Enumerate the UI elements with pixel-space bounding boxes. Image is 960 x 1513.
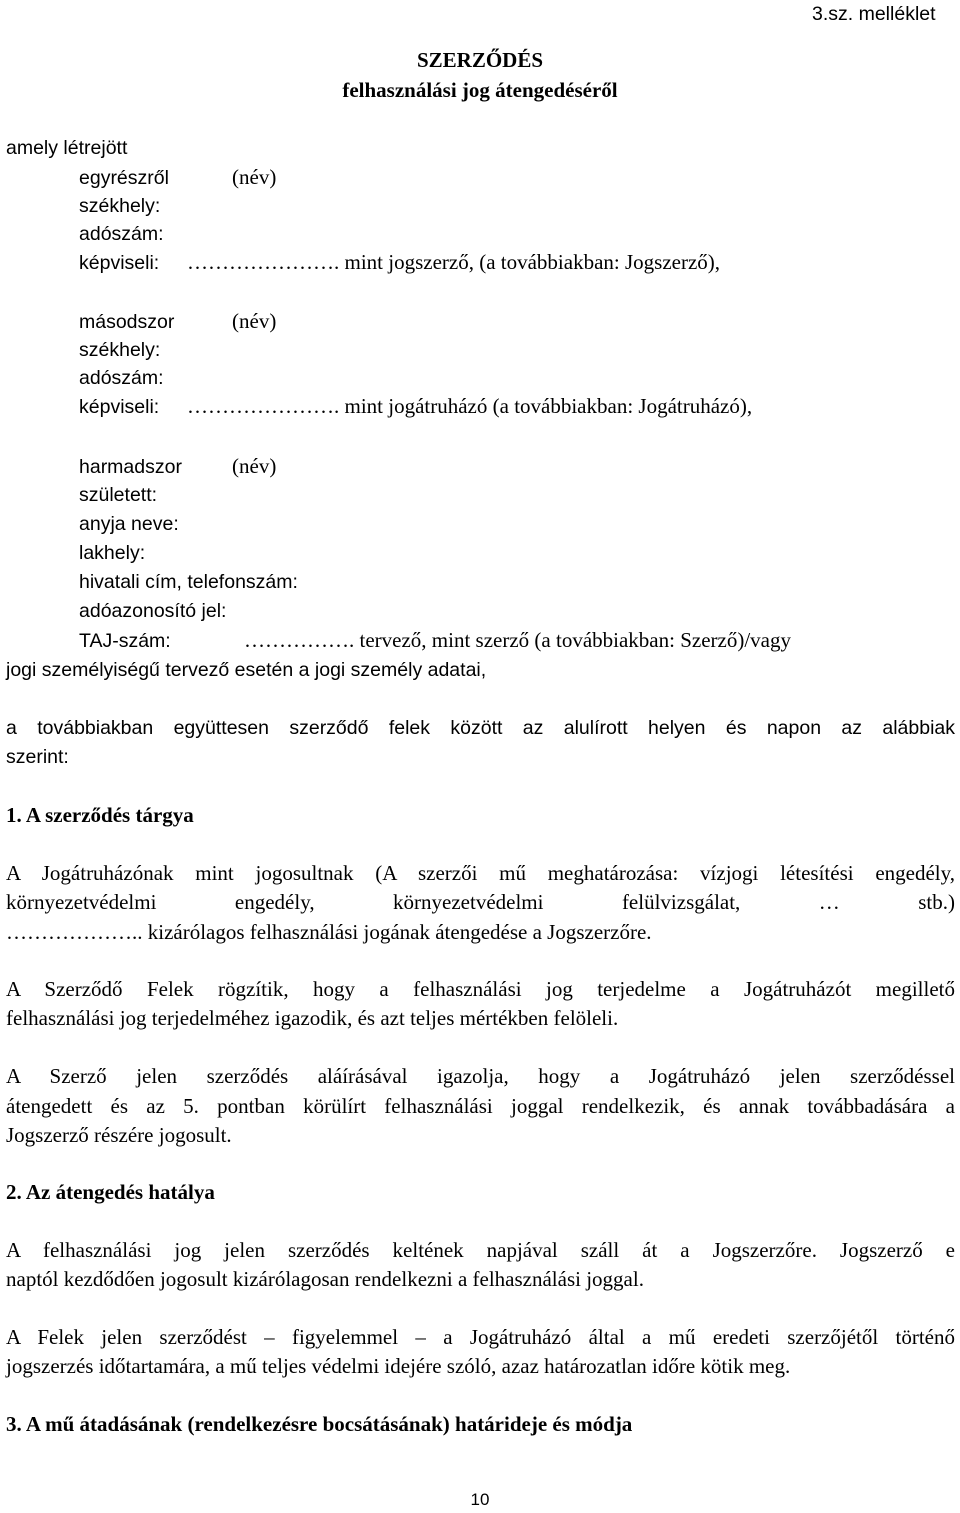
party3-taxid: adóazonosító jel: — [79, 600, 227, 622]
annex-label: 3.sz. melléklet — [812, 3, 936, 25]
section1-p1-line3 — [6, 920, 652, 945]
party2-rep-line — [187, 394, 752, 419]
party2-rep-dots: …………………. — [187, 394, 340, 418]
section1-p1-dots: ……………….. — [6, 920, 143, 944]
party3-taj-role: tervező, mint szerző (a továbbiakban: Szerző)/vagy — [354, 628, 791, 652]
party3-office: hivatali cím, telefonszám: — [79, 571, 298, 593]
section2-p1-line2: naptól kezdődően jogosult kizárólagosan rendelkezni a felhasználási joggal. — [6, 1267, 644, 1291]
section1-p2-line2: felhasználási jog terjedelméhez igazodik, és azt teljes mértékben felöleli. — [6, 1006, 619, 1030]
section1-p1-line2: környezetvédelmi engedély, környezetvédelmi felülvizsgálat, … stb.) — [6, 890, 955, 914]
party2-name: (név) — [232, 309, 277, 333]
section2-p2-line1: A Felek jelen szerződést – figyelemmel – a Jogátruházó által a mű eredeti szerzőjétől történő — [6, 1325, 955, 1349]
party3-label: harmadszor — [79, 456, 182, 478]
section1-heading: 1. A szerződés tárgya — [6, 803, 194, 827]
party3-taj-label: TAJ-szám: — [79, 630, 171, 652]
together-line2: szerint: — [6, 746, 69, 768]
page-number: 10 — [470, 1490, 490, 1509]
section2-p2-line2: jogszerzés időtartamára, a mű teljes védelmi idejére szóló, azaz határozatlan időre kötik meg. — [6, 1354, 791, 1378]
party1-rep-dots: …………………. — [187, 250, 340, 274]
party1-rep-role: mint jogszerző, (a továbbiakban: Jogszerző), — [339, 250, 721, 274]
intro-text: amely létrejött — [6, 137, 128, 159]
party3-residence: lakhely: — [79, 542, 146, 564]
section2-heading: 2. Az átengedés hatálya — [6, 1180, 215, 1204]
party3-name: (név) — [232, 454, 277, 478]
section1-p1-text: kizárólagos felhasználási jogának átengedése a Jogszerzőre. — [142, 920, 652, 944]
section3-heading: 3. A mű átadásának (rendelkezésre bocsátásának) határideje és módja — [6, 1412, 633, 1436]
section1-p3-line3: Jogszerző részére jogosult. — [6, 1123, 232, 1147]
party1-name: (név) — [232, 165, 277, 189]
party2-label: másodszor — [79, 311, 175, 333]
party2-rep-role: mint jogátruházó (a továbbiakban: Jogátruházó), — [339, 394, 753, 418]
party1-seat: székhely: — [79, 195, 161, 217]
party1-tax: adószám: — [79, 223, 164, 245]
section1-p3-line2: átengedett és az 5. pontban körülírt felhasználási joggal rendelkezik, és annak továbbadására a — [6, 1094, 955, 1118]
party1-label: egyrészről — [79, 167, 169, 189]
party2-seat: székhely: — [79, 339, 161, 361]
section2-p1-line1: A felhasználási jog jelen szerződés keltének napjával száll át a Jogszerzőre. Jogszerző e — [6, 1238, 955, 1262]
document-subtitle: felhasználási jog átengedéséről — [342, 78, 618, 102]
party1-rep-label: képviseli: — [79, 252, 160, 274]
party3-taj-line — [244, 628, 791, 653]
party3-legal: jogi személyiségű tervező esetén a jogi személy adatai, — [6, 659, 487, 681]
party2-rep-label: képviseli: — [79, 396, 160, 418]
section1-p3-line1: A Szerző jelen szerződés aláírásával igazolja, hogy a Jogátruházó jelen szerződéssel — [6, 1064, 955, 1088]
party3-mother: anyja neve: — [79, 513, 179, 535]
party1-rep-line — [187, 250, 720, 275]
section1-p1-line1: A Jogátruházónak mint jogosultnak (A szerzői mű meghatározása: vízjogi létesítési engedély, — [6, 861, 955, 885]
together-line1: a továbbiakban együttesen szerződő felek között az alulírott helyen és napon az alábbiak — [6, 717, 955, 739]
party2-tax: adószám: — [79, 367, 164, 389]
party3-born: született: — [79, 484, 158, 506]
document-title: SZERZŐDÉS — [416, 48, 544, 72]
party3-taj-dots: ……………. — [244, 628, 355, 652]
section1-p2-line1: A Szerződő Felek rögzítik, hogy a felhasználási jog terjedelme a Jogátruházót megillető — [6, 977, 955, 1001]
